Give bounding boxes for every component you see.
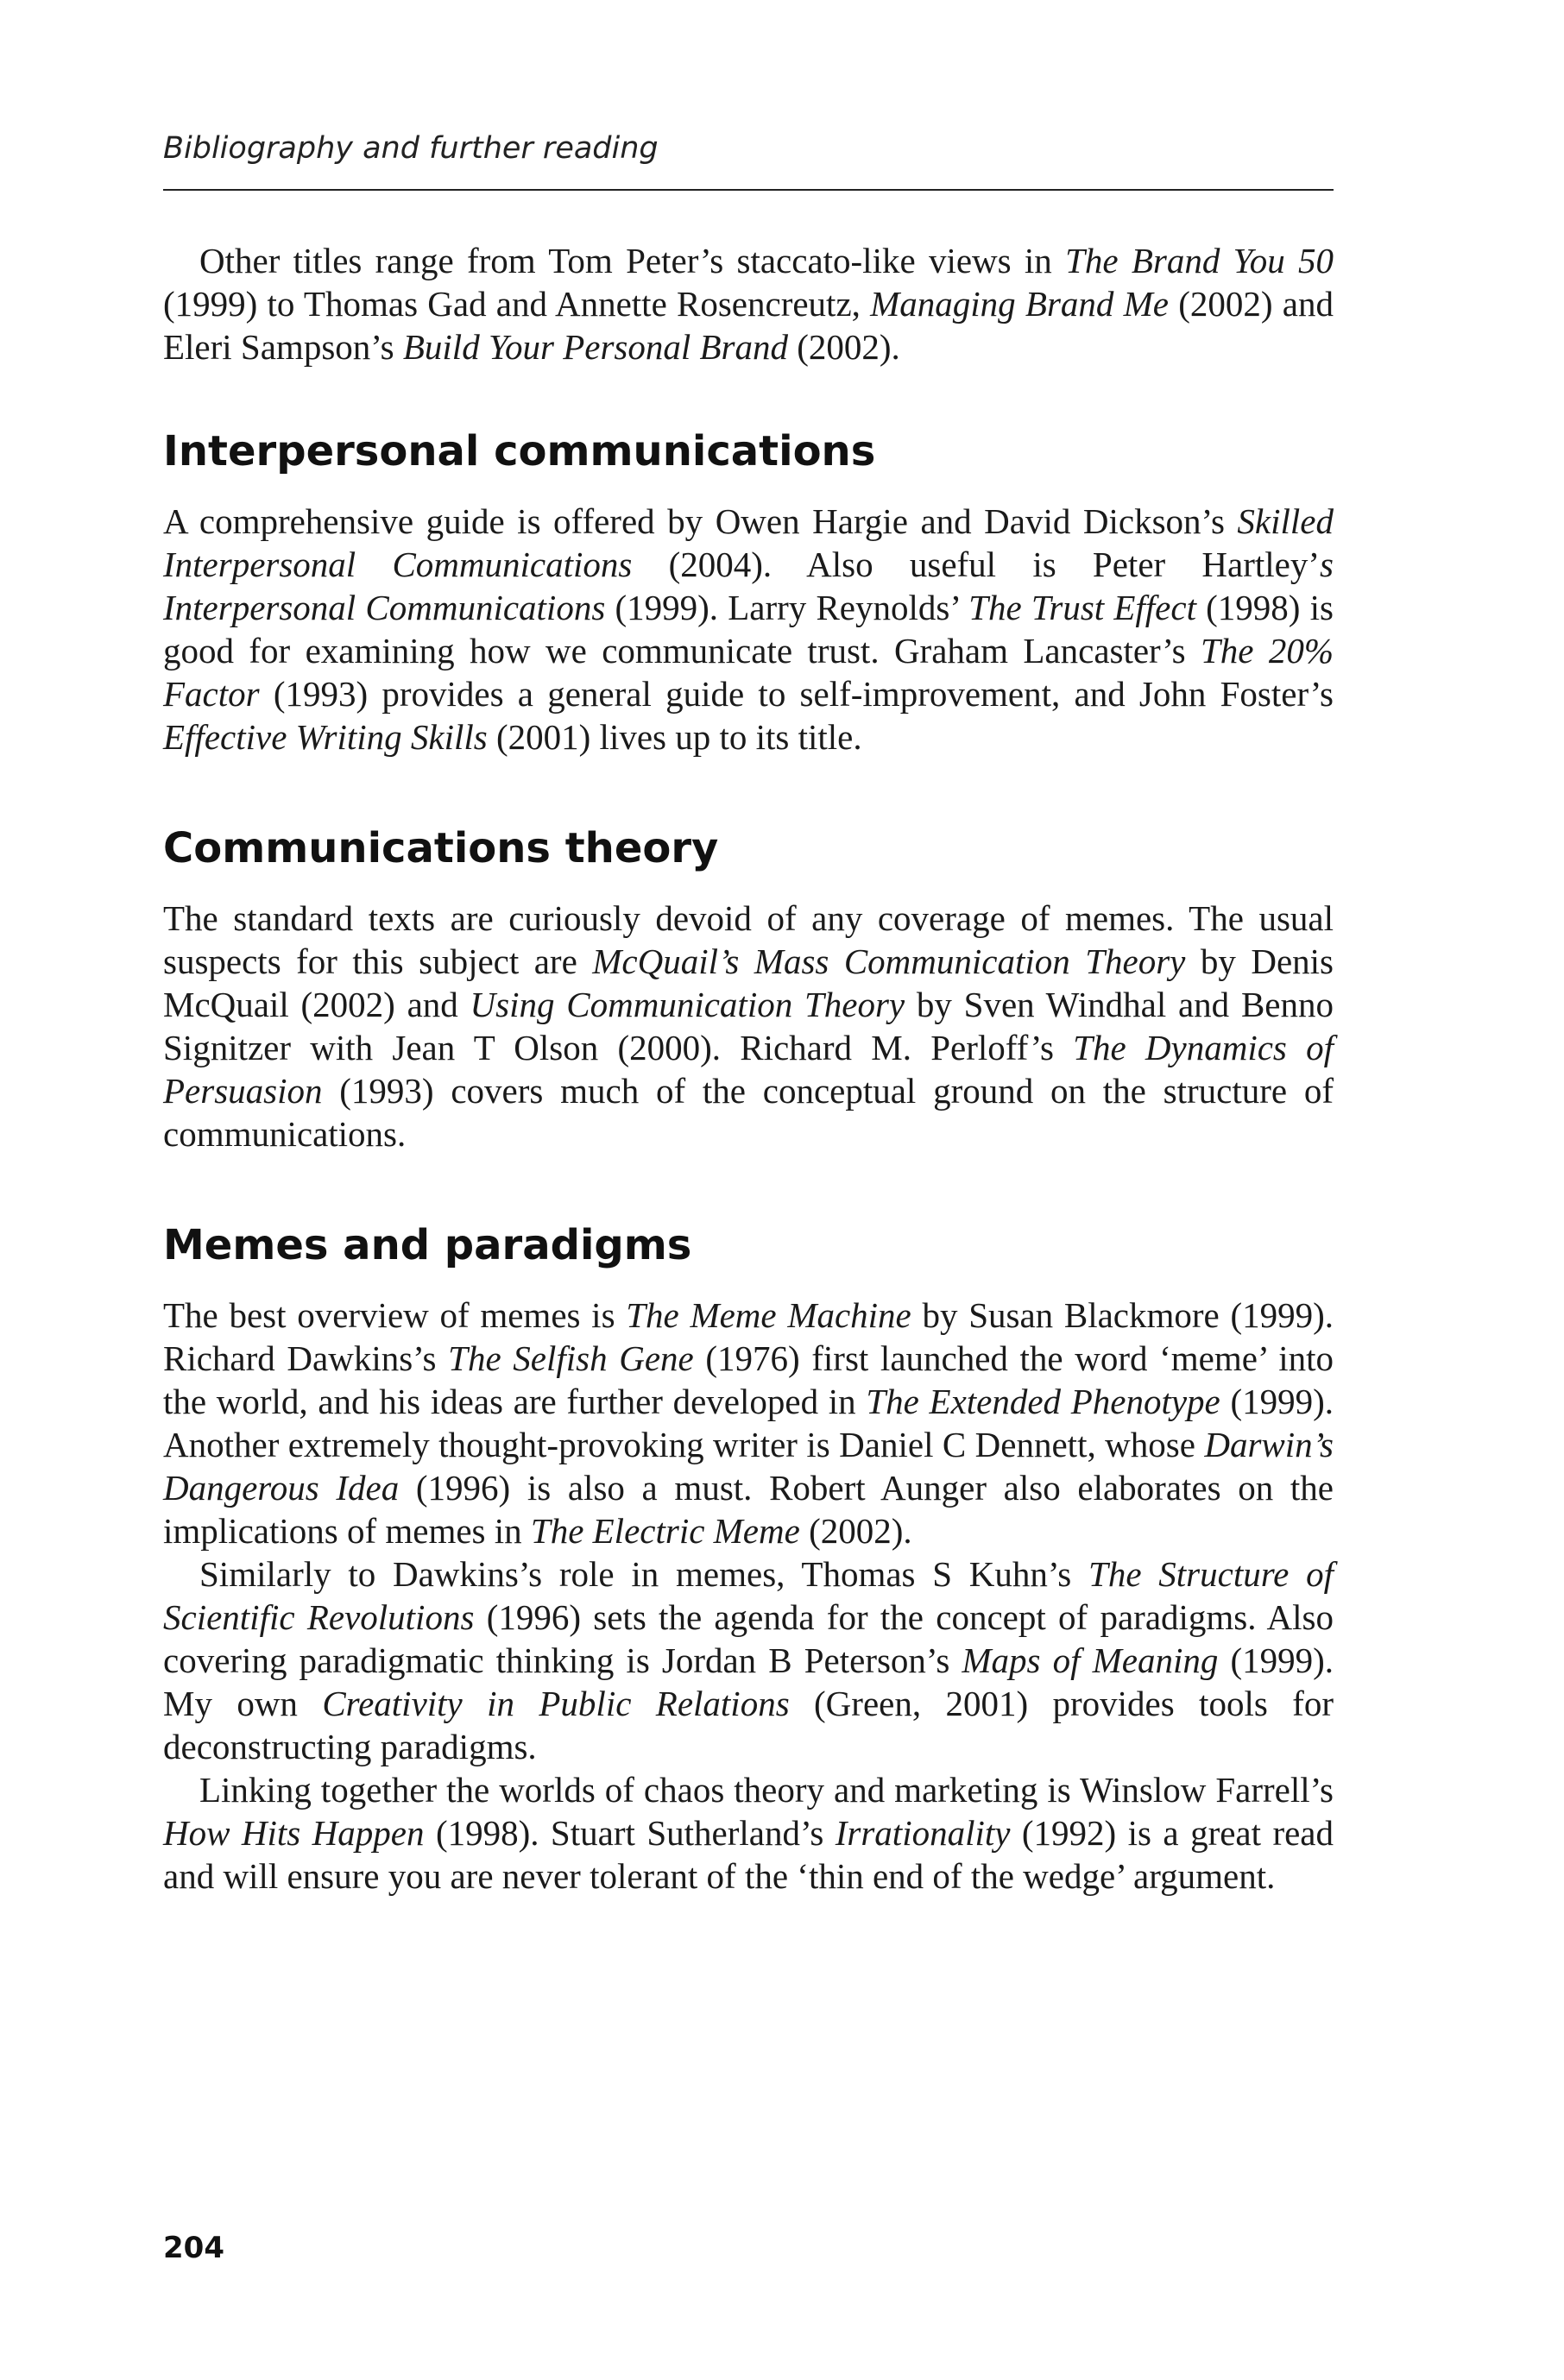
- book-title: The Electric Meme: [530, 1511, 800, 1551]
- book-title: The Structure of Scientific Revolutions: [163, 1554, 1334, 1637]
- book-title: Build Your Personal Brand: [402, 327, 788, 367]
- text-run: Linking together the worlds of chaos theory and marketing is Winslow Farrell’s: [199, 1770, 1334, 1810]
- text-run: (1999) to Thomas Gad and Annette Rosencreutz,: [163, 284, 871, 324]
- book-title: The Trust Effect: [968, 588, 1196, 627]
- text-run: (2002).: [788, 327, 900, 367]
- text-run: Other titles range from Tom Peter’s staccato-like views in: [199, 241, 1066, 280]
- text-run: Similarly to Dawkins’s role in memes, Thomas S Kuhn’s: [199, 1554, 1089, 1594]
- book-title: The Extended Phenotype: [866, 1382, 1220, 1421]
- book-title: McQuail’s Mass Communication Theory: [592, 941, 1186, 981]
- text-run: (1993) provides a general guide to self-improvement, and John Foster’s: [259, 674, 1334, 714]
- book-title: Creativity in Public Relations: [322, 1684, 790, 1723]
- page-body: [163, 239, 1334, 1898]
- text-run: by Susan Blackmore (1999). Richard Dawkins’s: [163, 1295, 1334, 1378]
- section-heading-communications-theory: Communications theory: [163, 824, 719, 872]
- book-title: Irrationality: [835, 1813, 1011, 1853]
- section-heading-memes-paradigms: Memes and paradigms: [163, 1221, 692, 1269]
- book-title: The Selfish Gene: [448, 1338, 694, 1378]
- text-run: by Sven Windhal and Benno Signitzer with Jean T Olson (2000). Richard M. Perloff’s: [163, 985, 1334, 1067]
- text-run: (1998) is good for examining how we communicate trust. Graham Lancaster’s: [163, 588, 1334, 671]
- text-run: (1999). Larry Reynolds’: [605, 588, 969, 627]
- text-run: A comprehensive guide is offered by Owen Hargie and David Dickson’s: [163, 501, 1238, 541]
- text-run: (Green, 2001) provides tools for deconstructing paradigms.: [163, 1684, 1334, 1766]
- book-title: Maps of Meaning: [962, 1640, 1219, 1680]
- book-title: Effective Writing Skills: [163, 717, 488, 757]
- book-title: The 20% Factor: [163, 631, 1334, 714]
- running-head: Bibliography and further reading: [163, 131, 659, 166]
- text-run: (1993) covers much of the conceptual ground on the structure of communications.: [163, 1071, 1334, 1154]
- text-run: (1976) first launched the word ‘meme’ into the world, and his ideas are further developed in: [163, 1338, 1334, 1421]
- book-title: How Hits Happen: [163, 1813, 425, 1853]
- text-run: (1992) is a great read and will ensure you are never tolerant of the ‘thin end of the wedge’ argument.: [163, 1813, 1334, 1896]
- intro-paragraph: [163, 239, 1334, 368]
- communications-theory-paragraph: [163, 897, 1334, 1155]
- text-run: (1999). Another extremely thought-provoking writer is Daniel C Dennett, whose: [163, 1382, 1334, 1464]
- memes-paragraph-2: [163, 1552, 1334, 1768]
- book-title: The Meme Machine: [626, 1295, 911, 1335]
- book-title: Using Communication Theory: [470, 985, 905, 1024]
- memes-paragraph-1: [163, 1294, 1334, 1552]
- book-title: Skilled Interpersonal Communications: [163, 501, 1334, 584]
- book-title: Managing Brand Me: [870, 284, 1169, 324]
- page-number: 204: [163, 2231, 224, 2265]
- text-run: The standard texts are curiously devoid of any coverage of memes. The usual suspects for this subject are: [163, 898, 1334, 981]
- text-run: The best overview of memes is: [163, 1295, 627, 1335]
- book-title: The Dynamics of Persuasion: [163, 1028, 1334, 1111]
- text-run: (2001) lives up to its title.: [487, 717, 862, 757]
- book-title: s Interpersonal Communications: [163, 545, 1334, 627]
- text-run: (1999). My own: [163, 1640, 1334, 1723]
- text-run: by Denis McQuail (2002) and: [163, 941, 1334, 1024]
- text-run: (2002) and Eleri Sampson’s: [163, 284, 1334, 367]
- text-run: (1996) is also a must. Robert Aunger also elaborates on the implications of memes in: [163, 1468, 1334, 1551]
- text-run: (2004). Also useful is Peter Hartley’: [632, 545, 1321, 584]
- text-run: (1998). Stuart Sutherland’s: [424, 1813, 836, 1853]
- interpersonal-paragraph: [163, 500, 1334, 759]
- book-title: Darwin’s Dangerous Idea: [163, 1425, 1334, 1508]
- memes-paragraph-3: [163, 1768, 1334, 1898]
- header-rule: [163, 189, 1334, 191]
- book-title: The Brand You 50: [1065, 241, 1334, 280]
- text-run: (1996) sets the agenda for the concept of paradigms. Also covering paradigmatic thinking is Jordan B Peterson’s: [163, 1597, 1334, 1680]
- text-run: (2002).: [799, 1511, 912, 1551]
- section-heading-interpersonal: Interpersonal communications: [163, 427, 876, 475]
